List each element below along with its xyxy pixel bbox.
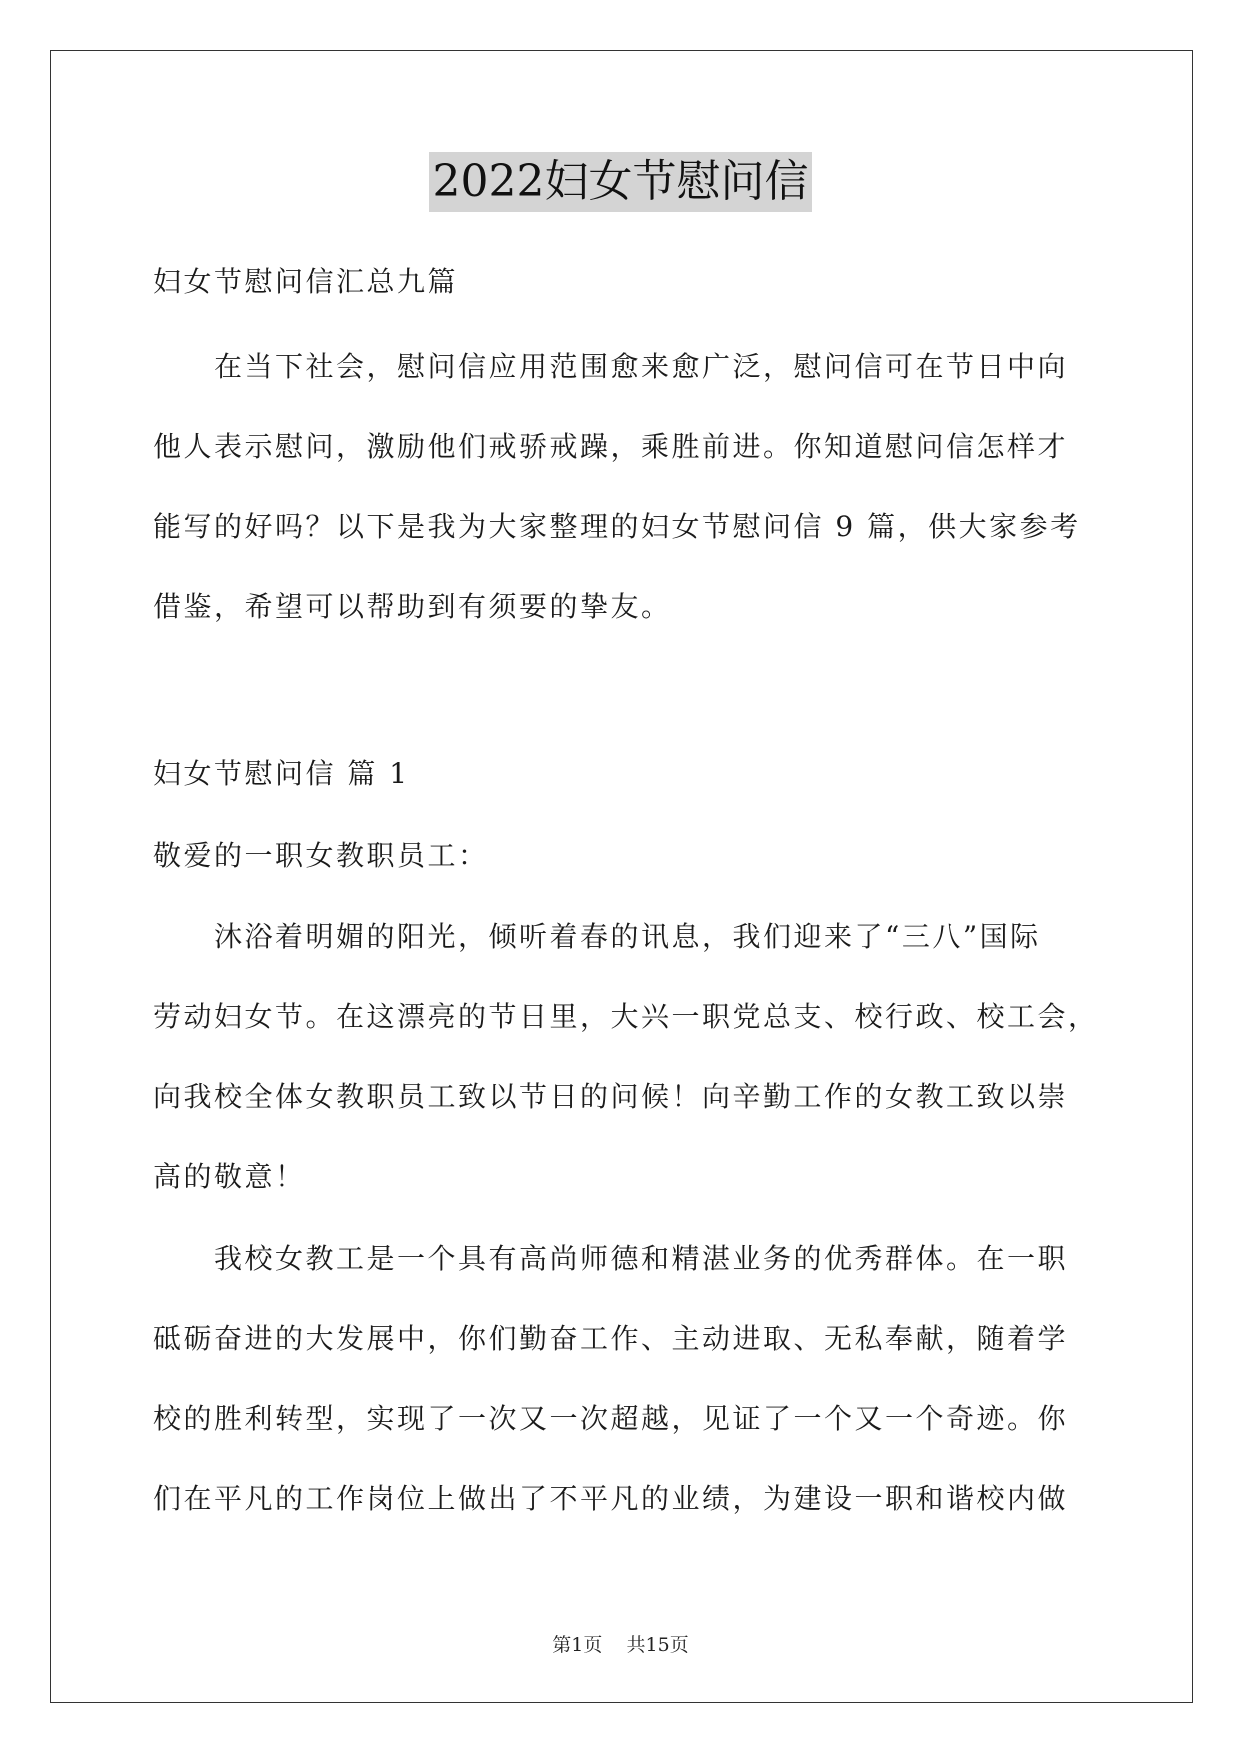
footer-total-prefix: 共 bbox=[626, 1634, 646, 1656]
text-line: 沐浴着明媚的阳光，倾听着春的讯息，我们迎来了“三八”国际 bbox=[153, 920, 1041, 953]
text-line: 劳动妇女节。在这漂亮的节日里，大兴一职党总支、校行政、校工会， bbox=[153, 1000, 1099, 1033]
text-line: 向我校全体女教职员工致以节日的问候！向辛勤工作的女教工致以崇 bbox=[153, 1080, 1069, 1113]
text-line: 能写的好吗？以下是我为大家整理的妇女节慰问信 9 篇，供大家参考 bbox=[153, 510, 1081, 543]
title-container bbox=[0, 152, 1241, 212]
footer-page-prefix: 第 bbox=[552, 1634, 572, 1656]
footer-page-number: 1 bbox=[571, 1634, 584, 1656]
text-line: 他人表示慰问，激励他们戒骄戒躁，乘胜前进。你知道慰问信怎样才 bbox=[153, 430, 1069, 463]
text-line: 们在平凡的工作岗位上做出了不平凡的业绩，为建设一职和谐校内做 bbox=[153, 1482, 1069, 1515]
text-line: 借鉴，希望可以帮助到有须要的挚友。 bbox=[153, 590, 672, 623]
text-line: 我校女教工是一个具有高尚师德和精湛业务的优秀群体。在一职 bbox=[153, 1242, 1069, 1275]
footer-total-pages: 15 bbox=[645, 1634, 670, 1656]
text-line: 在当下社会，慰问信应用范围愈来愈广泛，慰问信可在节日中向 bbox=[153, 350, 1069, 383]
page-footer bbox=[0, 1633, 1241, 1657]
document-title: 2022妇女节慰问信 bbox=[429, 152, 813, 212]
footer-page-suffix: 页 bbox=[583, 1634, 603, 1656]
text-line: 妇女节慰问信汇总九篇 bbox=[153, 265, 459, 298]
salutation: 敬爱的一职女教职员工： bbox=[153, 839, 489, 872]
section-heading: 妇女节慰问信 篇 1 bbox=[153, 757, 410, 790]
text-line: 砥砺奋进的大发展中，你们勤奋工作、主动进取、无私奉献，随着学 bbox=[153, 1322, 1069, 1355]
text-line: 校的胜利转型，实现了一次又一次超越，见证了一个又一个奇迹。你 bbox=[153, 1402, 1069, 1435]
text-line: 高的敬意！ bbox=[153, 1160, 306, 1193]
footer-total-suffix: 页 bbox=[669, 1634, 689, 1656]
